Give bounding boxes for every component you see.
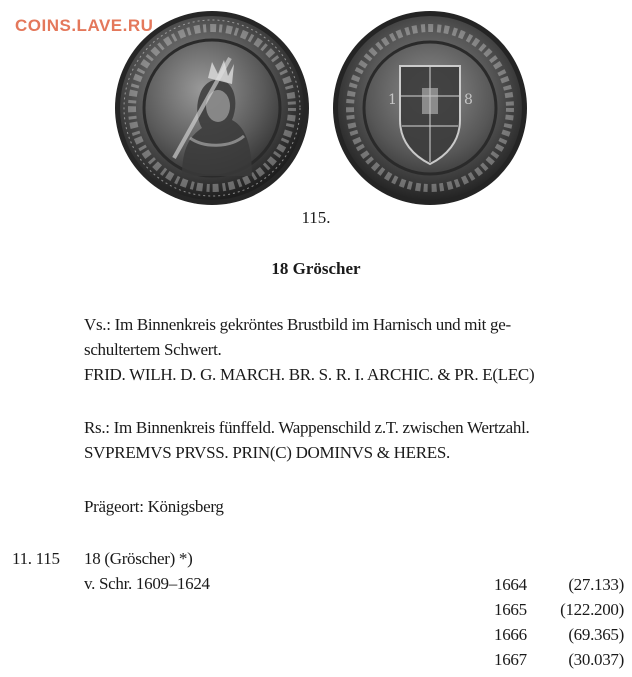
plate-number: 115.: [301, 208, 331, 227]
mintage-row: [494, 625, 624, 650]
mintage-year: 1666: [494, 625, 527, 644]
mintage-year: 1667: [494, 650, 527, 669]
coin-obverse-image: [112, 8, 312, 208]
svg-text:8: 8: [464, 92, 473, 108]
catalog-reference: v. Schr. 1609–1624: [84, 574, 210, 593]
reverse-legend: SVPREMVS PRVSS. PRIN(C) DOMINVS & HERES.: [84, 443, 450, 462]
mintage-row: [494, 600, 624, 625]
site-watermark: COINS.LAVE.RU: [15, 16, 154, 35]
mintage-count: (122.200): [560, 600, 624, 619]
mintage-row: [494, 650, 624, 675]
mintage-row: [494, 575, 624, 600]
mintage-count: (69.365): [568, 625, 624, 644]
mintage-year: 1665: [494, 600, 527, 619]
reverse-description: Rs.: Im Binnenkreis fünffeld. Wappenschild z.T. zwischen Wertzahl.: [84, 418, 530, 437]
obverse-description-line2: schultertem Schwert.: [84, 340, 222, 359]
svg-text:1: 1: [388, 92, 397, 108]
obverse-description-line1: Vs.: Im Binnenkreis gekröntes Brustbild im Harnisch und mit ge-: [84, 315, 511, 334]
obverse-legend: FRID. WILH. D. G. MARCH. BR. S. R. I. ARCHIC. & PR. E(LEC): [84, 365, 535, 384]
coin-reverse-image: [330, 8, 530, 208]
catalog-number: 11. 115: [12, 549, 60, 568]
coin-title: 18 Gröscher: [271, 259, 361, 278]
mintage-list: [494, 575, 624, 675]
catalog-denomination: 18 (Gröscher) *): [84, 549, 193, 568]
mint-location: Prägeort: Königsberg: [84, 497, 224, 516]
mintage-count: (30.037): [568, 650, 624, 669]
mintage-count: (27.133): [568, 575, 624, 594]
mintage-year: 1664: [494, 575, 527, 594]
